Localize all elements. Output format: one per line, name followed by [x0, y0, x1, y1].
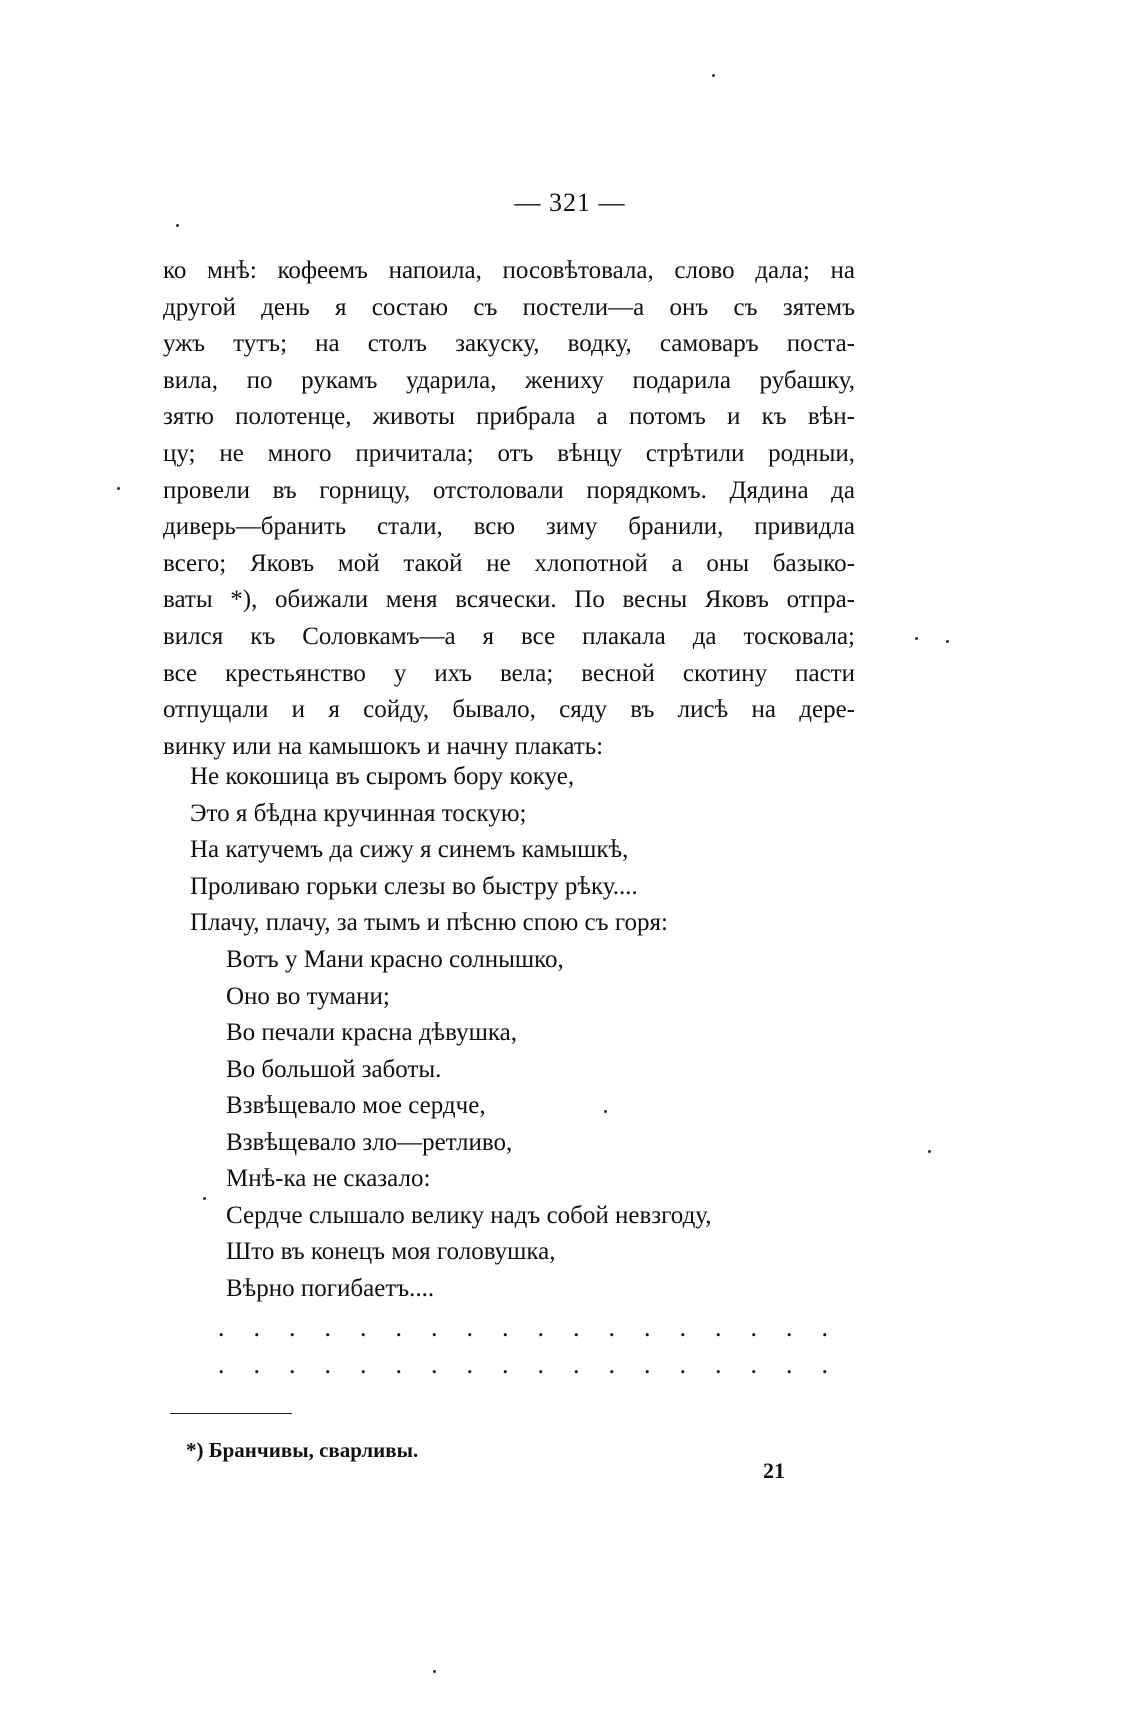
ellipsis-dot: .: [715, 1313, 722, 1342]
ellipsis-dot: .: [786, 1313, 793, 1342]
ellipsis-dot: .: [466, 1350, 473, 1379]
prose-block: [163, 253, 855, 765]
ellipsis-row: [218, 1350, 828, 1379]
song-line: Во печали красна дѣвушка,: [226, 1019, 517, 1046]
ellipsis-dot: .: [786, 1350, 793, 1379]
print-speck: [915, 637, 918, 640]
prose-line: зятю полотенце, животы прибрала а потомъ и къ вѣн-: [163, 403, 855, 431]
print-speck: [176, 224, 179, 227]
print-speck: [203, 1197, 206, 1200]
ellipsis-dot: .: [218, 1313, 225, 1342]
ellipsis-dot: .: [253, 1313, 260, 1342]
ellipsis-dot: .: [644, 1313, 651, 1342]
ellipsis-dot: .: [821, 1313, 828, 1342]
ellipsis-dot: .: [679, 1350, 686, 1379]
ellipsis-dot: .: [502, 1313, 509, 1342]
ellipsis-dot: .: [715, 1350, 722, 1379]
ellipsis-dot: .: [537, 1313, 544, 1342]
prose-line: вила, по рукамъ ударила, жениху подарила рубашку,: [163, 366, 855, 394]
song-line: Мнѣ-ка не сказало:: [226, 1165, 431, 1192]
footnote-rule: [170, 1413, 292, 1414]
prose-line: вился къ Соловкамъ—а я все плакала да тосковала;: [163, 622, 855, 650]
verse-line: Не кокошица въ сыромъ бору кокуе,: [190, 763, 575, 790]
ellipsis-dot: .: [431, 1350, 438, 1379]
song-line: Во большой заботы.: [226, 1055, 442, 1083]
prose-line: винку или на камышокъ и начну плакать:: [163, 732, 604, 760]
prose-line: другой день я состаю съ постели—а онъ съ зятемъ: [163, 293, 855, 321]
ellipsis-dot: .: [395, 1350, 402, 1379]
print-speck: [117, 487, 120, 490]
song-line: Што въ конецъ моя головушка,: [226, 1238, 556, 1265]
ellipsis-dot: .: [324, 1313, 331, 1342]
print-speck: [604, 1110, 607, 1113]
ellipsis-dot: .: [218, 1350, 225, 1379]
song-line: Вотъ у Мани красно солнышко,: [226, 946, 564, 973]
verse-block: [190, 759, 668, 942]
ellipsis-dot: .: [289, 1350, 296, 1379]
ellipsis-dot: .: [289, 1313, 296, 1342]
ellipsis-dot: .: [573, 1313, 580, 1342]
ellipsis-dot: .: [502, 1350, 509, 1379]
ellipsis-dot: .: [644, 1350, 651, 1379]
ellipsis-dot: .: [466, 1313, 473, 1342]
footnote: *) Бранчивы, сварливы.: [186, 1438, 419, 1462]
ellipsis-dot: .: [821, 1350, 828, 1379]
ellipsis-dot: .: [395, 1313, 402, 1342]
prose-line: цу; не много причитала; отъ вѣнцу стрѣтили родныи,: [163, 439, 855, 467]
ellipsis-dot: .: [537, 1350, 544, 1379]
ellipsis-dot: .: [750, 1350, 757, 1379]
ellipsis-dot: .: [431, 1313, 438, 1342]
signature-mark: 21: [763, 1458, 785, 1483]
prose-line: всего; Яковъ мой такой не хлопотной а оны базыко-: [163, 549, 855, 577]
ellipsis-dot: .: [608, 1350, 615, 1379]
prose-line: ко мнѣ: кофеемъ напоила, посовѣтовала, слово дала; на: [163, 257, 855, 284]
song-line: Сердче слышало велику надъ собой невзгоду,: [226, 1201, 712, 1229]
prose-line: отпущали и я сойду, бывало, сяду въ лисѣ на дере-: [163, 696, 855, 724]
ellipsis-dot: .: [253, 1350, 260, 1379]
ellipsis-dot: .: [360, 1313, 367, 1342]
ellipsis-dot: .: [750, 1313, 757, 1342]
verse-line: На катучемъ да сижу я синемъ камышкѣ,: [190, 836, 629, 864]
verse-line: Проливаю горьки слезы во быстру рѣку....: [190, 872, 638, 900]
song-line: Взвѣщевало зло—ретливо,: [226, 1128, 513, 1156]
ellipsis-row: [218, 1313, 828, 1342]
prose-line: ужъ тутъ; на столъ закуску, водку, самоваръ поста-: [163, 330, 855, 358]
song-line: Взвѣщевало мое сердче,: [226, 1092, 486, 1119]
print-speck: [712, 74, 715, 77]
ellipsis-dot: .: [573, 1350, 580, 1379]
ellipsis-dot: .: [608, 1313, 615, 1342]
print-speck: [928, 1150, 931, 1153]
prose-line: диверь—бранить стали, всю зиму бранили, привидла: [163, 513, 855, 541]
prose-line: провели въ горницу, отстоловали порядкомъ. Дядина да: [163, 476, 855, 504]
ellipsis-dot: .: [679, 1313, 686, 1342]
prose-line: все крестьянство у ихъ вела; весной скотину пасти: [163, 659, 855, 687]
prose-line: ваты *), обижали меня всячески. По весны Яковъ отпра-: [163, 586, 855, 614]
song-line: Вѣрно погибаетъ....: [226, 1274, 435, 1302]
ellipsis-dot: .: [360, 1350, 367, 1379]
verse-line: Плачу, плачу, за тымъ и пѣсню спою съ горя:: [190, 909, 668, 937]
verse-line: Это я бѣдна кручинная тоскую;: [190, 799, 527, 827]
song-line: Оно во тумани;: [226, 982, 390, 1010]
song-block: [226, 942, 712, 1307]
print-speck: [433, 1670, 436, 1673]
print-speck: [946, 640, 949, 643]
ellipsis-dot: .: [324, 1350, 331, 1379]
page-number: — 321 —: [514, 188, 626, 217]
